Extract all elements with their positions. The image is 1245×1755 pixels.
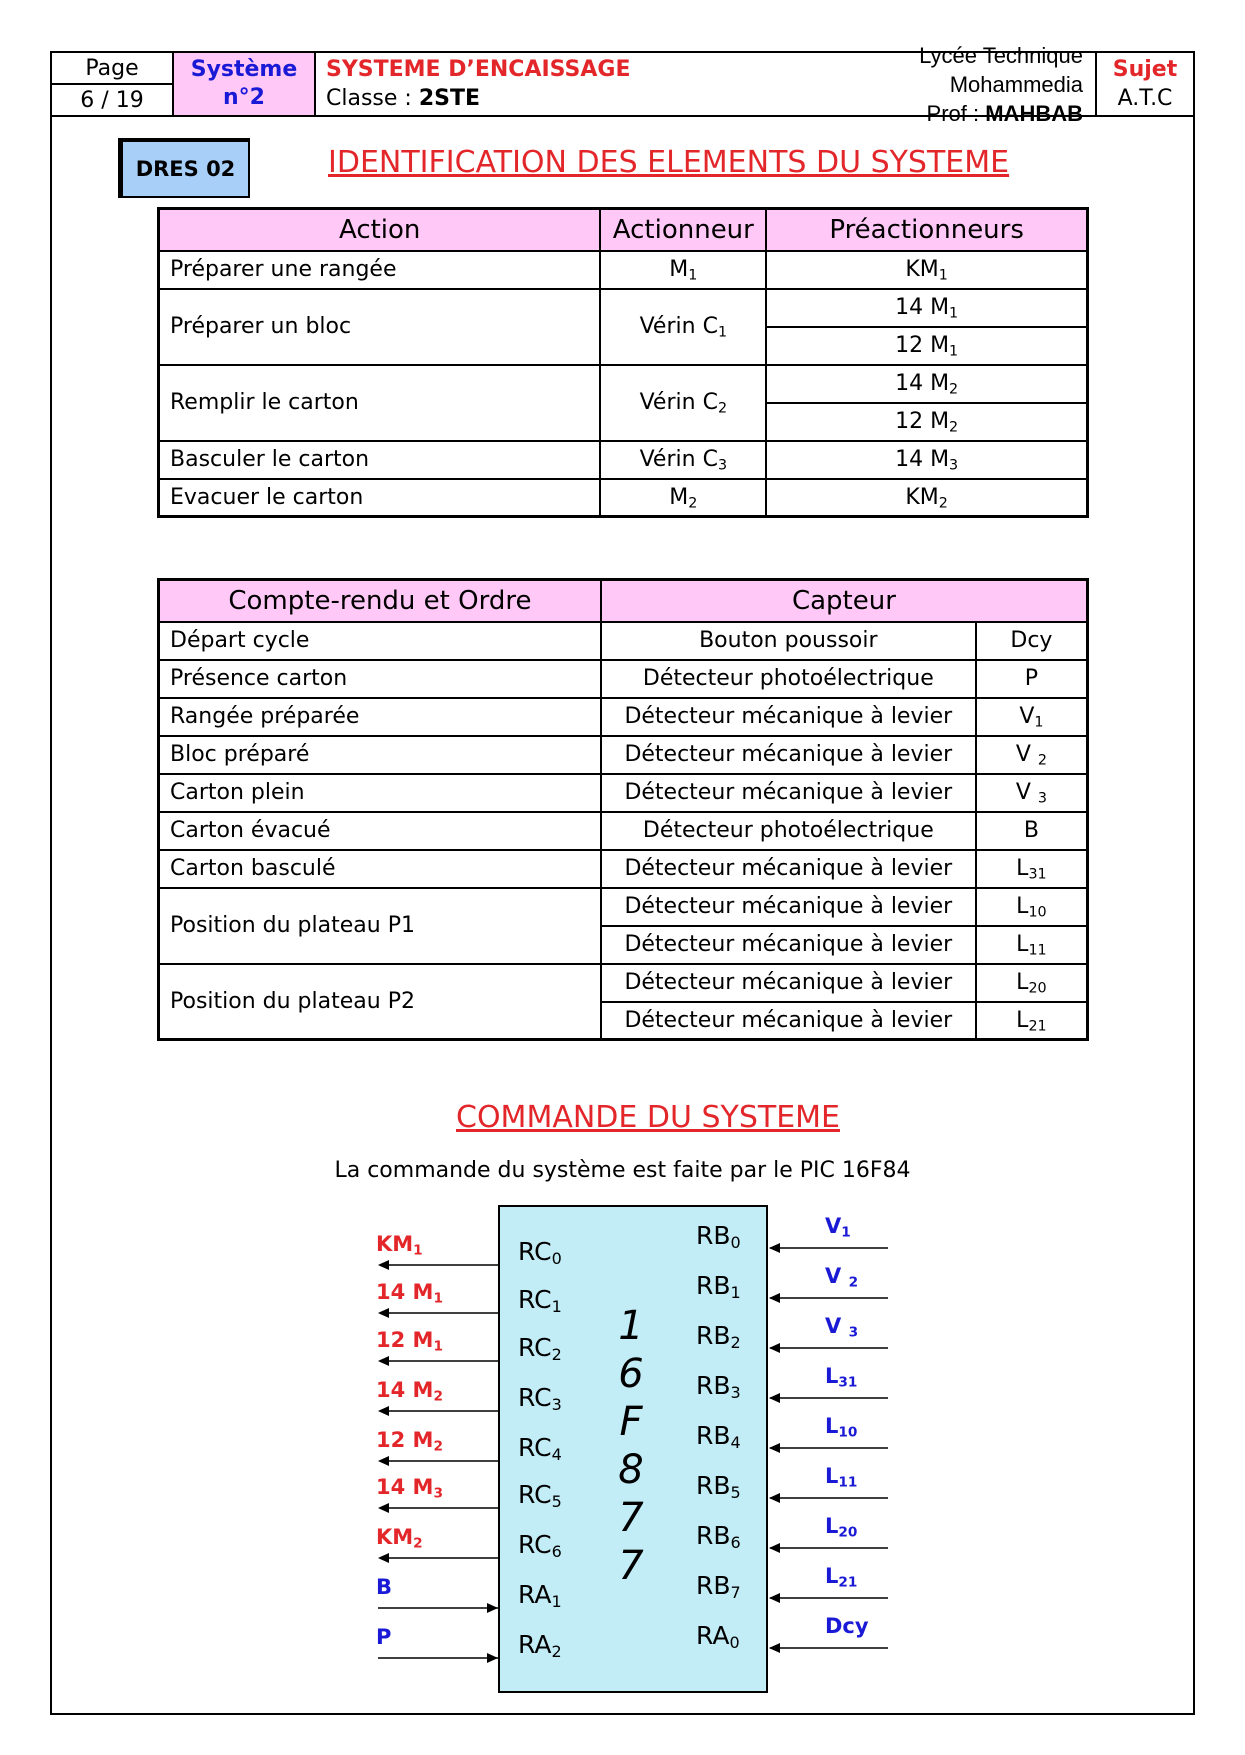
preactuator-subscript: 1 — [949, 305, 959, 322]
action-cell: Evacuer le carton — [159, 479, 601, 517]
sensor-type-cell: Détecteur mécanique à levier — [601, 888, 976, 926]
sensor-type-cell: Détecteur mécanique à levier — [601, 964, 976, 1002]
section-command-title: COMMANDE DU SYSTEME — [456, 1100, 841, 1135]
actuator-base: Vérin C — [639, 390, 718, 415]
output-arrow — [378, 1308, 389, 1318]
input-arrow — [769, 1543, 780, 1553]
actuator-base: Vérin C — [639, 314, 718, 339]
sensor-code-base: L — [1016, 894, 1029, 919]
signal-label-right — [825, 1264, 859, 1291]
signal-label-right — [825, 1364, 858, 1391]
subject-value: A.T.C — [1117, 86, 1173, 111]
page-number: 6 / 19 — [80, 87, 144, 113]
signal-base: KM — [376, 1232, 414, 1256]
input-arrow — [769, 1393, 780, 1403]
dres-badge: DRES 02 — [118, 138, 250, 198]
section-identification-title: IDENTIFICATION DES ELEMENTS DU SYSTEME — [328, 145, 1010, 180]
signal-base: L — [825, 1414, 839, 1438]
signal-base: 14 M — [376, 1475, 434, 1499]
signal-subscript: 31 — [838, 1374, 858, 1391]
signal-base: KM — [376, 1525, 414, 1549]
pin-port: RA — [518, 1580, 552, 1609]
output-arrow — [378, 1356, 389, 1366]
sensor-code-base: B — [1023, 818, 1039, 843]
report-label-cell: Présence carton — [159, 660, 601, 698]
pin-label-left — [518, 1237, 562, 1267]
pin-number: 5 — [730, 1483, 741, 1502]
pin-number: 2 — [730, 1333, 741, 1352]
pin-label-right — [696, 1521, 741, 1551]
signal-base: 14 M — [376, 1378, 434, 1402]
signal-subscript: 1 — [841, 1224, 851, 1241]
signal-subscript: 2 — [433, 1438, 443, 1455]
report-label-cell: Position du plateau P1 — [159, 888, 601, 964]
input-arrow — [769, 1343, 780, 1353]
pin-number: 0 — [551, 1249, 562, 1268]
chip-part-char: 6 — [618, 1351, 644, 1397]
pin-label-left — [518, 1433, 562, 1463]
pin-label-left — [518, 1530, 562, 1560]
signal-subscript: 3 — [848, 1324, 859, 1341]
signal-base: L — [825, 1364, 839, 1388]
pin-number: 4 — [551, 1445, 562, 1464]
actuator-base: M — [669, 484, 689, 510]
preactuator-base: KM — [905, 257, 939, 282]
preactuator-base: KM — [905, 484, 939, 510]
signal-subscript: 1 — [413, 1242, 423, 1259]
sensor-code-base: L — [1016, 932, 1029, 957]
actuator-base: M — [669, 257, 689, 282]
output-arrow — [378, 1553, 389, 1563]
pin-port: RC — [518, 1383, 552, 1412]
header-sensor: Capteur — [601, 580, 1088, 622]
sensor-code-base: V — [1015, 742, 1038, 767]
report-label-cell: Rangée préparée — [159, 698, 601, 736]
pin-number: 6 — [551, 1542, 562, 1561]
pin-port: RC — [518, 1285, 552, 1314]
pin-label-left — [518, 1480, 562, 1510]
preactuator-subscript: 2 — [938, 495, 948, 512]
signal-label-left — [376, 1280, 443, 1307]
report-label-cell: Départ cycle — [159, 622, 601, 660]
sensor-code-base: L — [1016, 1007, 1029, 1033]
doc-title: SYSTEME D’ENCAISSAGE — [326, 57, 631, 82]
pin-port: RC — [518, 1237, 552, 1266]
report-label-cell: Carton plein — [159, 774, 601, 812]
pin-port: RB — [696, 1521, 731, 1550]
sensor-type-cell: Détecteur mécanique à levier — [601, 1002, 976, 1040]
preactuator-subscript: 1 — [938, 267, 948, 284]
signal-subscript: 2 — [413, 1535, 423, 1552]
sensor-type-cell: Détecteur mécanique à levier — [601, 736, 976, 774]
class-label: Classe : — [326, 86, 419, 111]
pin-port: RC — [518, 1480, 552, 1509]
output-arrow — [378, 1503, 389, 1513]
signal-label-right — [825, 1314, 859, 1341]
chip-part-char: 1 — [618, 1303, 644, 1349]
header-action: Action — [159, 209, 601, 251]
sensor-code-base: V — [1019, 704, 1035, 729]
input-arrow — [769, 1643, 780, 1653]
signal-subscript: 20 — [838, 1524, 858, 1541]
signal-base: V — [825, 1314, 849, 1338]
input-arrow — [769, 1443, 780, 1453]
header-preactuators: Préactionneurs — [766, 209, 1087, 251]
input-arrow — [487, 1603, 498, 1613]
sensor-type-cell: Détecteur mécanique à levier — [601, 774, 976, 812]
signal-label-left — [376, 1525, 423, 1552]
signal-subscript: 2 — [848, 1274, 859, 1291]
input-arrow — [769, 1593, 780, 1603]
preactuator-base: 14 M — [895, 447, 950, 472]
sensor-code-subscript: 1 — [1034, 714, 1044, 731]
pin-label-right — [696, 1421, 741, 1451]
signal-subscript: 2 — [433, 1388, 443, 1405]
chip-part-char: F — [619, 1399, 643, 1445]
pin-port: RA — [518, 1630, 552, 1659]
pin-number: 3 — [730, 1383, 741, 1402]
pin-label-right — [696, 1321, 741, 1351]
system-number: n°2 — [223, 85, 265, 110]
signal-label-left — [376, 1475, 443, 1502]
signal-label-left — [376, 1378, 443, 1405]
page-label: Page — [52, 53, 172, 85]
pin-number: 4 — [730, 1433, 741, 1452]
sensor-code-subscript: 10 — [1028, 904, 1047, 921]
header-report-order: Compte-rendu et Ordre — [159, 580, 601, 622]
pin-label-right — [696, 1571, 741, 1601]
signal-label-left — [376, 1328, 443, 1355]
action-cell: Préparer une rangée — [159, 251, 601, 289]
pic-caption: La commande du système est faite par le PIC 16F84 — [334, 1158, 911, 1183]
signal-subscript: 21 — [838, 1574, 858, 1591]
actuator-subscript: 2 — [717, 400, 728, 417]
signal-base: 14 M — [376, 1280, 434, 1304]
signal-base: L — [825, 1564, 839, 1588]
sensor-type-cell: Détecteur mécanique à levier — [601, 698, 976, 736]
input-arrow — [769, 1293, 780, 1303]
signal-base: V — [825, 1214, 842, 1238]
sensor-code-base: L — [1016, 970, 1029, 995]
actuator-subscript: 1 — [688, 267, 698, 284]
pin-number: 0 — [730, 1233, 741, 1252]
signal-subscript: 10 — [838, 1424, 858, 1441]
signal-label-right — [825, 1414, 858, 1441]
sensor-code-subscript: 3 — [1037, 790, 1047, 807]
signal-label-left — [376, 1232, 423, 1259]
chip-part-char: 7 — [618, 1495, 644, 1541]
pin-label-left — [518, 1630, 562, 1660]
sensor-type-cell: Bouton poussoir — [601, 622, 976, 660]
signal-label-left — [376, 1625, 391, 1649]
sensor-code-subscript: 11 — [1028, 942, 1047, 959]
chip-part-char: 7 — [618, 1543, 644, 1589]
pin-port: RB — [696, 1571, 731, 1600]
pin-port: RB — [696, 1371, 731, 1400]
action-cell: Préparer un bloc — [159, 289, 601, 365]
sensor-type-cell: Détecteur mécanique à levier — [601, 850, 976, 888]
signal-base: Dcy — [825, 1614, 869, 1638]
output-arrow — [378, 1260, 389, 1270]
pin-number: 1 — [730, 1283, 741, 1302]
sensor-code-base: Dcy — [1010, 628, 1053, 653]
preactuator-subscript: 2 — [949, 381, 959, 398]
signal-label-right — [825, 1214, 851, 1241]
sensor-code-subscript: 20 — [1028, 980, 1047, 997]
sensor-code-subscript: 31 — [1028, 866, 1047, 883]
chip-part-char: 8 — [618, 1447, 644, 1493]
pin-number: 2 — [551, 1345, 562, 1364]
actuator-subscript: 2 — [688, 495, 698, 512]
action-cell: Basculer le carton — [159, 441, 601, 479]
signal-label-right — [825, 1564, 858, 1591]
pin-label-right — [696, 1271, 741, 1301]
signal-base: L — [825, 1464, 839, 1488]
pin-label-right — [696, 1371, 741, 1401]
actuator-base: Vérin C — [639, 447, 718, 472]
report-label-cell: Carton évacué — [159, 812, 601, 850]
pin-port: RC — [518, 1530, 552, 1559]
preactuator-base: 14 M — [895, 371, 950, 396]
pin-number: 0 — [729, 1633, 740, 1652]
actuator-subscript: 3 — [717, 457, 728, 474]
signal-label-left — [376, 1428, 443, 1455]
pin-number: 5 — [551, 1492, 562, 1511]
input-arrow — [769, 1493, 780, 1503]
signal-label-right — [825, 1614, 869, 1638]
signal-label-right — [825, 1464, 858, 1491]
pin-number: 1 — [551, 1592, 562, 1611]
pin-label-left — [518, 1285, 562, 1315]
sensor-code-base: P — [1024, 666, 1039, 691]
signal-base: 12 M — [376, 1328, 434, 1352]
pin-port: RB — [696, 1271, 731, 1300]
sensor-type-cell: Détecteur mécanique à levier — [601, 926, 976, 964]
report-label-cell: Position du plateau P2 — [159, 964, 601, 1040]
pin-port: RB — [696, 1421, 731, 1450]
preactuator-subscript: 1 — [949, 343, 959, 360]
school-name: Lycée Technique Mohammedia — [919, 42, 1083, 97]
pin-label-right — [696, 1221, 741, 1251]
report-label-cell: Carton basculé — [159, 850, 601, 888]
chip-part-number — [612, 1302, 650, 1590]
sensor-code-subscript: 21 — [1028, 1018, 1047, 1035]
sensor-code-base: V — [1015, 780, 1038, 805]
pin-port: RA — [696, 1621, 730, 1650]
signal-subscript: 11 — [838, 1474, 858, 1491]
report-label-cell: Bloc préparé — [159, 736, 601, 774]
actuator-subscript: 1 — [717, 324, 728, 341]
pin-label-left — [518, 1580, 562, 1610]
input-arrow — [769, 1243, 780, 1253]
preactuator-base: 12 M — [895, 333, 950, 358]
sensor-type-cell: Détecteur photoélectrique — [601, 812, 976, 850]
sensor-code-base: L — [1016, 856, 1029, 881]
preactuator-base: 14 M — [895, 295, 950, 320]
pin-number: 6 — [730, 1533, 741, 1552]
pin-port: RC — [518, 1333, 552, 1362]
prof-value: MAHBAB — [985, 100, 1083, 126]
signal-base: 12 M — [376, 1428, 434, 1452]
sensor-type-cell: Détecteur photoélectrique — [601, 660, 976, 698]
pin-label-left — [518, 1333, 562, 1363]
signal-subscript: 1 — [433, 1290, 443, 1307]
pin-number: 7 — [730, 1583, 741, 1602]
preactuator-base: 12 M — [895, 409, 950, 434]
signal-subscript: 1 — [433, 1338, 443, 1355]
pin-port: RB — [696, 1221, 731, 1250]
pin-port: RB — [696, 1321, 731, 1350]
action-cell: Remplir le carton — [159, 365, 601, 441]
preactuator-subscript: 2 — [949, 419, 959, 436]
header-actuator: Actionneur — [600, 209, 766, 251]
pin-port: RC — [518, 1433, 552, 1462]
pin-label-left — [518, 1383, 562, 1413]
pin-number: 3 — [551, 1395, 562, 1414]
pin-number: 1 — [551, 1297, 562, 1316]
output-arrow — [378, 1406, 389, 1416]
signal-base: B — [376, 1575, 393, 1599]
output-arrow — [378, 1456, 389, 1466]
system-label: Système — [190, 57, 298, 82]
signal-label-right — [825, 1514, 858, 1541]
signal-label-left — [376, 1575, 392, 1599]
pin-label-right — [696, 1621, 740, 1651]
sensor-code-subscript: 2 — [1037, 752, 1047, 769]
prof-label: Prof : — [926, 100, 986, 126]
signal-base: V — [825, 1264, 849, 1288]
preactuator-subscript: 3 — [949, 457, 959, 474]
signal-base: P — [376, 1625, 392, 1649]
signal-subscript: 3 — [433, 1485, 443, 1502]
subject-label: Sujet — [1112, 57, 1178, 82]
class-value: 2STE — [418, 86, 480, 111]
pin-port: RB — [696, 1471, 731, 1500]
signal-base: L — [825, 1514, 839, 1538]
pin-label-right — [696, 1471, 741, 1501]
input-arrow — [487, 1653, 498, 1663]
pin-number: 2 — [551, 1642, 562, 1661]
